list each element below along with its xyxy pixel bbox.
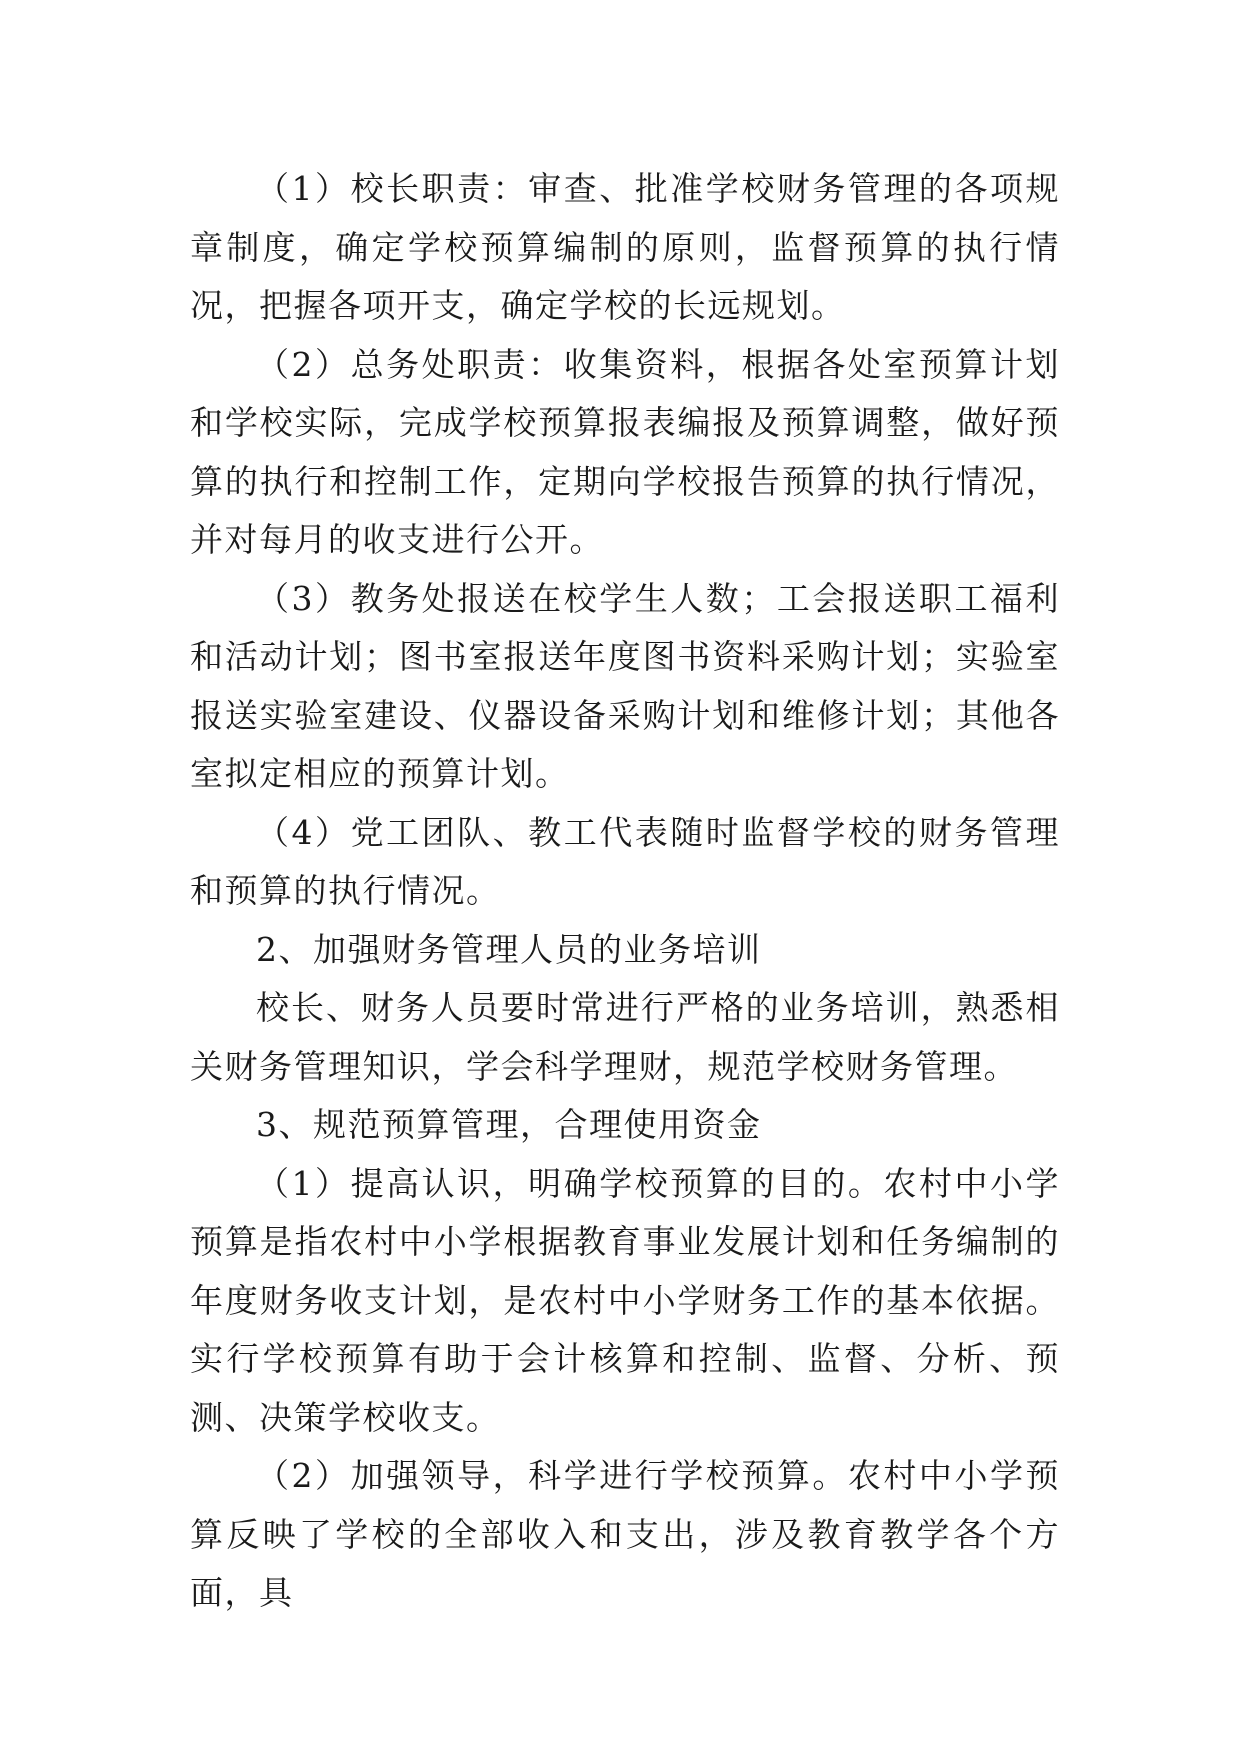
paragraph-party-supervision: （4）党工团队、教工代表随时监督学校的财务管理和预算的执行情况。 bbox=[190, 812, 1060, 910]
paragraph-budget-leadership: （2）加强领导，科学进行学校预算。农村中小学预算反映了学校的全部收入和支出，涉及教育教学各个方面，具 bbox=[190, 1456, 1060, 1612]
section-heading-training: 2、加强财务管理人员的业务培训 bbox=[256, 929, 762, 969]
section-heading-budget: 3、规范预算管理，合理使用资金 bbox=[256, 1105, 762, 1144]
paragraph-academic-affairs-reports: （3）教务处报送在校学生人数；工会报送职工福利和活动计划；图书室报送年度图书资料采购计划；实验室报送实验室建设、仪器设备采购计划和维修计划；其他各室拟定相应的预算计划。 bbox=[190, 578, 1060, 793]
paragraph-budget-purpose: （1）提高认识，明确学校预算的目的。农村中小学预算是指农村中小学根据教育事业发展计划和任务编制的年度财务收支计划，是农村中小学财务工作的基本依据。实行学校预算有助于会计核算和控制、监督、分析、预测、决策学校收支。 bbox=[190, 1163, 1060, 1437]
paragraph-general-affairs-duties: （2）总务处职责：收集资料，根据各处室预算计划和学校实际，完成学校预算报表编报及预算调整，做好预算的执行和控制工作，定期向学校报告预算的执行情况，并对每月的收支进行公开。 bbox=[190, 344, 1060, 559]
paragraph-principal-duties: （1）校长职责：审查、批准学校财务管理的各项规章制度，确定学校预算编制的原则，监督预算的执行情况，把握各项开支，确定学校的长远规划。 bbox=[190, 169, 1060, 325]
paragraph-training: 校长、财务人员要时常进行严格的业务培训，熟悉相关财务管理知识，学会科学理财，规范学校财务管理。 bbox=[190, 988, 1060, 1086]
document-body bbox=[190, 160, 1060, 1623]
